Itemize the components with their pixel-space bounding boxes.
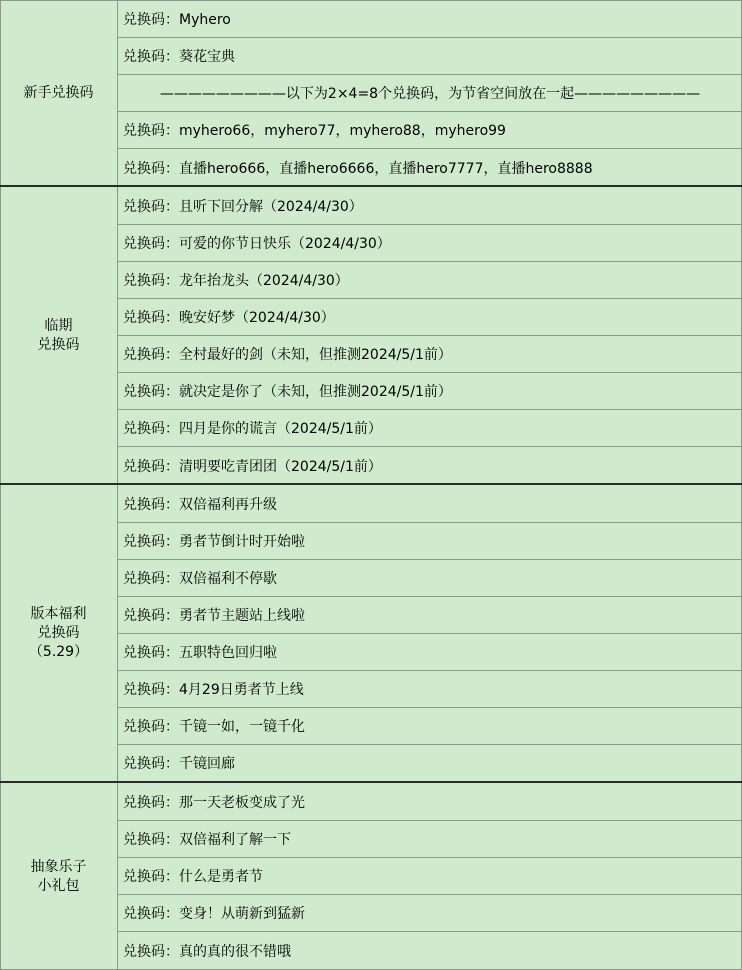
code-row: 兑换码：myhero66，myhero77，myhero88，myhero99: [118, 112, 742, 149]
code-row: 兑换码：4月29日勇者节上线: [118, 671, 742, 708]
code-row: 兑换码：勇者节倒计时开始啦: [118, 523, 742, 560]
category-cell-fun-pack: 抽象乐子 小礼包: [0, 783, 118, 970]
code-row: 兑换码：什么是勇者节: [118, 858, 742, 895]
code-row: 兑换码：可爱的你节日快乐（2024/4/30）: [118, 225, 742, 262]
code-row: 兑换码：直播hero666，直播hero6666，直播hero7777，直播hero8888: [123, 160, 593, 177]
category-cell-expiring: 临期 兑换码: [0, 187, 118, 484]
code-row: 兑换码：清明要吃青团团（2024/5/1前）: [123, 458, 382, 475]
code-row: 兑换码：真的真的很不错哦: [123, 944, 291, 960]
category-cell-newbie: 新手兑换码: [0, 0, 118, 186]
code-row: 兑换码：千镜一如，一镜千化: [118, 708, 742, 745]
code-row: 兑换码：四月是你的谎言（2024/5/1前）: [118, 410, 742, 447]
divider-note-row: —————————以下为2×4=8个兑换码，为节省空间放在一起—————————: [118, 75, 742, 112]
code-row: 兑换码：葵花宝典: [118, 38, 742, 75]
code-row: 兑换码：变身！从萌新到猛新: [118, 895, 742, 932]
code-row: 兑换码：就决定是你了（未知，但推测2024/5/1前）: [118, 373, 742, 410]
code-row: 兑换码：龙年抬龙头（2024/4/30）: [118, 262, 742, 299]
code-row: 兑换码：Myhero: [118, 0, 742, 38]
category-cell-version-bonus: 版本福利 兑换码 （5.29）: [0, 485, 118, 781]
code-row: 兑换码：勇者节主题站上线啦: [118, 597, 742, 634]
code-row: 兑换码：且听下回分解（2024/4/30）: [118, 187, 742, 225]
code-row: 兑换码：全村最好的剑（未知，但推测2024/5/1前）: [118, 336, 742, 373]
code-row: 兑换码：千镜回廊: [123, 756, 235, 772]
code-row: 兑换码：晚安好梦（2024/4/30）: [118, 299, 742, 336]
code-row: 兑换码：五职特色回归啦: [118, 634, 742, 671]
code-row: 兑换码：那一天老板变成了光: [118, 783, 742, 821]
code-row: 兑换码：双倍福利再升级: [118, 485, 742, 523]
code-row: 兑换码：双倍福利了解一下: [118, 821, 742, 858]
code-row: 兑换码：双倍福利不停歇: [118, 560, 742, 597]
